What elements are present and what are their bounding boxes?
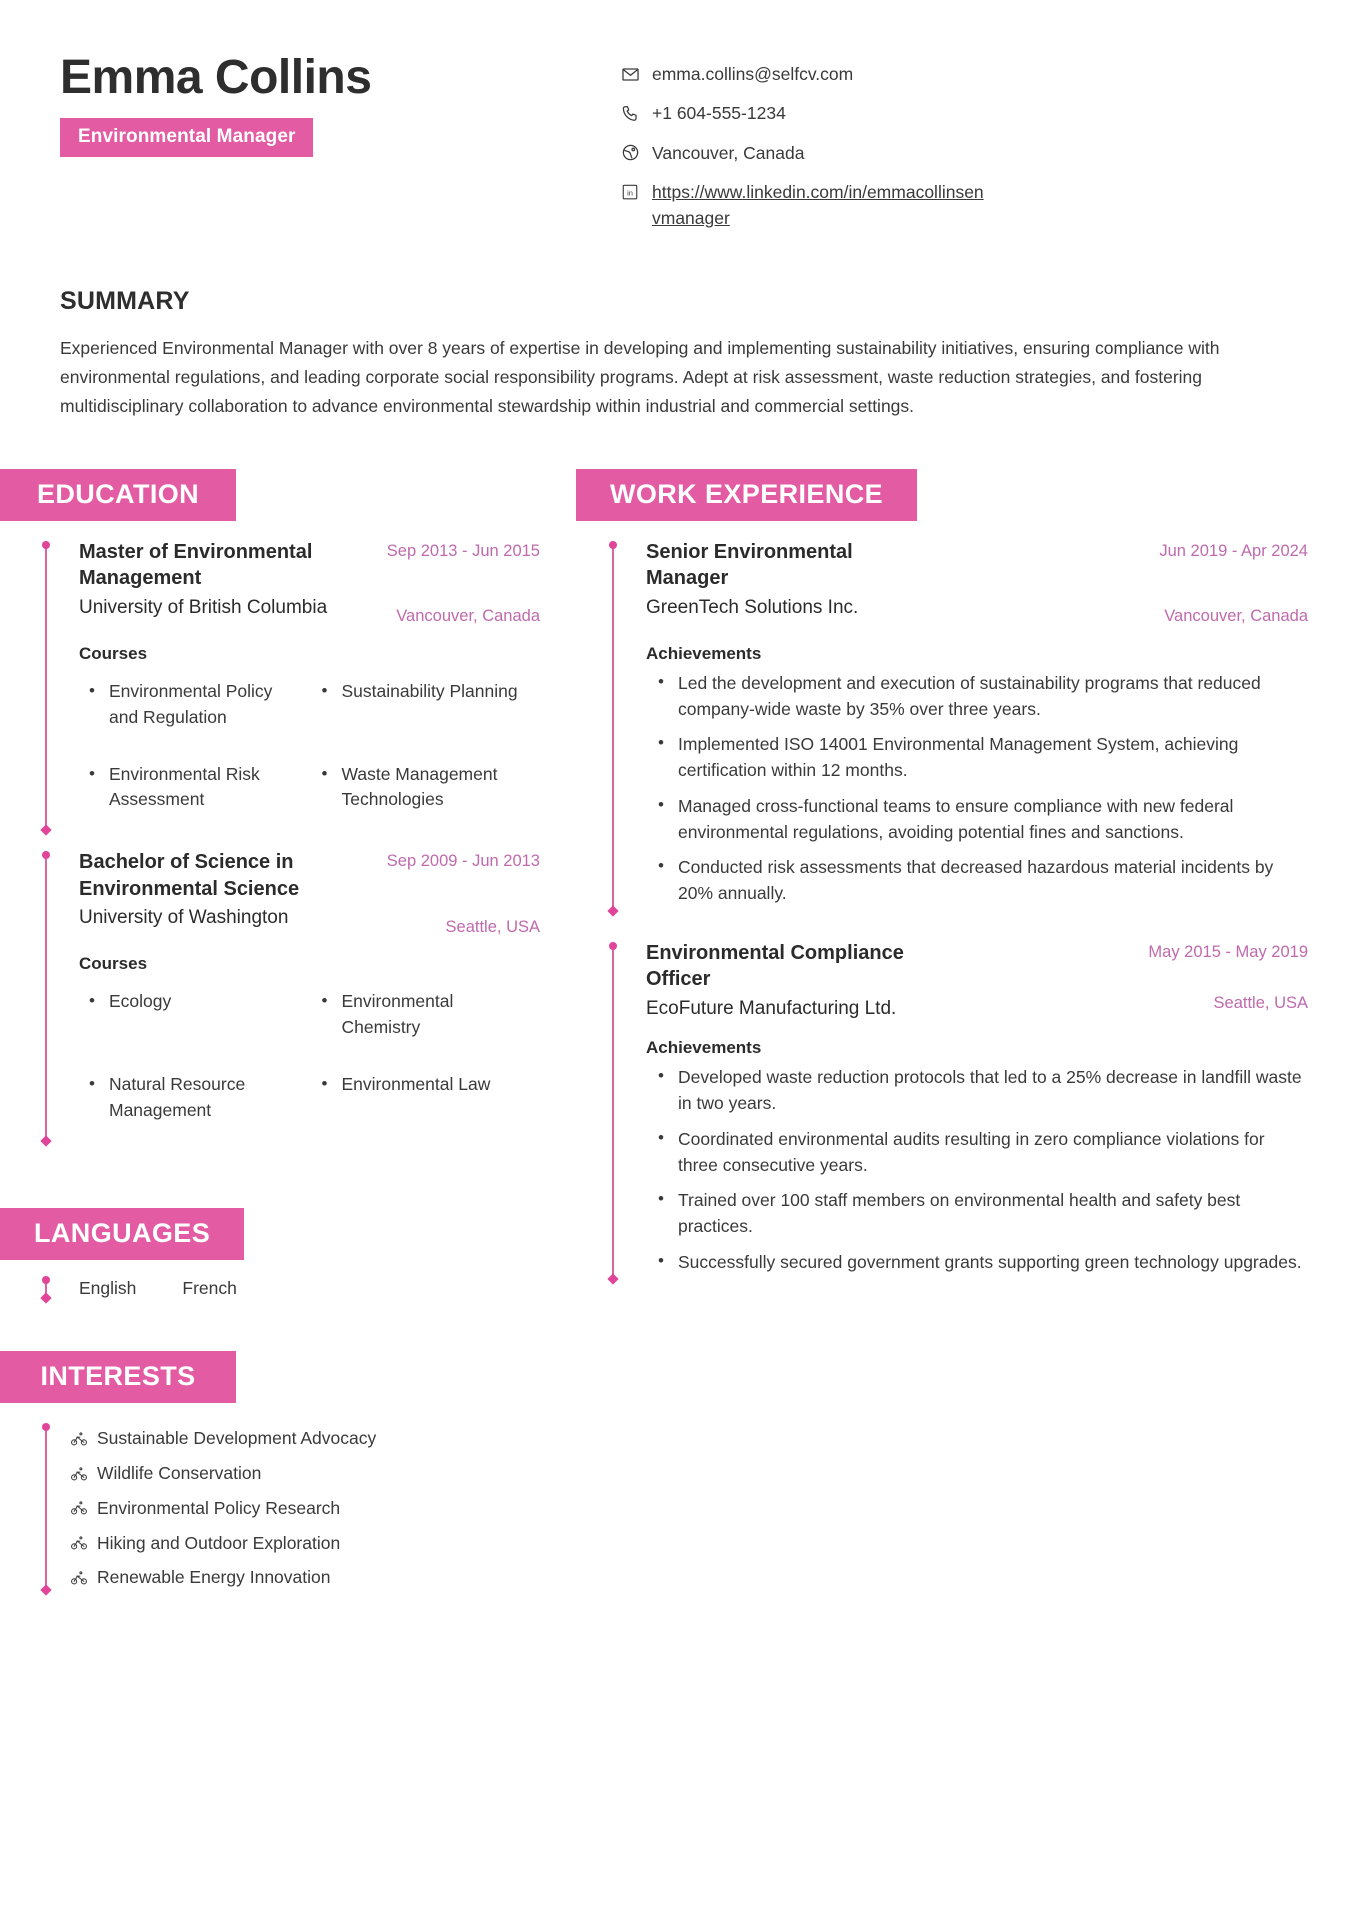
- education-degree: Master of Environmental Management: [79, 540, 313, 590]
- course-item: • Environmental Risk Assessment: [79, 753, 308, 836]
- interests-banner-wrap: [0, 1351, 570, 1403]
- list-item: [69, 1560, 540, 1595]
- timeline-marker: [45, 1280, 47, 1297]
- work-location: Vancouver, Canada: [1164, 607, 1308, 626]
- linkedin-icon: [620, 182, 640, 202]
- courses-label: Courses: [79, 643, 148, 663]
- education-school: University of Washington: [79, 907, 289, 929]
- education-location: Vancouver, Canada: [396, 607, 540, 626]
- course-item: • Ecology: [79, 980, 308, 1063]
- work-role: Environmental Compliance Officer: [646, 941, 904, 991]
- achievements-list: [646, 1064, 1308, 1284]
- course-item: • Natural Resource Management: [79, 1063, 308, 1146]
- list-item: [69, 1421, 540, 1456]
- education-school: University of British Columbia: [79, 596, 328, 618]
- svg-text:in: in: [627, 188, 633, 198]
- contact-phone: [620, 101, 1290, 126]
- content-columns: [0, 421, 1350, 1604]
- achievement-item: • Successfully secured government grants supporting green technology upgrades.: [646, 1249, 1308, 1284]
- timeline-marker: [45, 1427, 47, 1589]
- achievement-item: • Trained over 100 staff members on environmental health and safety best practices.: [646, 1187, 1308, 1249]
- education-dates: Sep 2013 - Jun 2015: [386, 541, 540, 560]
- contact-block: [620, 52, 1290, 231]
- phone-icon: [620, 103, 640, 123]
- achievement-item: • Implemented ISO 14001 Environmental Management System, achieving certification within 12 months.: [646, 731, 1308, 793]
- interests-section: [0, 1351, 570, 1595]
- interests-heading: INTERESTS: [0, 1351, 236, 1403]
- achievements-list: [646, 670, 1308, 916]
- education-dates: Sep 2009 - Jun 2013: [386, 852, 540, 871]
- education-banner-wrap: [0, 469, 570, 521]
- contact-email-text: emma.collins@selfcv.com: [652, 64, 854, 84]
- summary-section: [0, 231, 1350, 421]
- header-identity: [60, 52, 620, 157]
- work-experience-heading: WORK EXPERIENCE: [576, 469, 917, 521]
- bicycle-icon: [69, 1464, 88, 1483]
- interest-label: Renewable Energy Innovation: [97, 1567, 331, 1588]
- envelope-icon: [620, 64, 640, 84]
- education-heading: EDUCATION: [0, 469, 236, 521]
- contact-location-text: Vancouver, Canada: [652, 142, 805, 163]
- achievement-item: • Developed waste reduction protocols that led to a 25% decrease in landfill waste in two years.: [646, 1064, 1308, 1126]
- course-item: • Environmental Law: [312, 1063, 541, 1146]
- contact-location: [620, 141, 1290, 166]
- work-entry: [612, 539, 1350, 916]
- contact-phone-text: +1 604-555-1234: [652, 103, 786, 124]
- education-location: Seattle, USA: [445, 917, 540, 936]
- interest-label: Wildlife Conservation: [97, 1463, 262, 1484]
- achievement-item: • Led the development and execution of sustainability programs that reduced company-wide waste by 35% over three years.: [646, 670, 1308, 732]
- interest-label: Environmental Policy Research: [97, 1497, 341, 1518]
- summary-heading: SUMMARY: [60, 286, 190, 315]
- course-item: • Sustainability Planning: [312, 670, 541, 753]
- timeline-marker: [612, 946, 614, 1278]
- work-location: Seattle, USA: [1213, 994, 1308, 1013]
- languages-section: [0, 1208, 570, 1299]
- achievements-label: Achievements: [646, 1038, 762, 1058]
- achievement-item: • Coordinated environmental audits resulting in zero compliance violations for three consecutive years.: [646, 1126, 1308, 1188]
- work-dates: May 2015 - May 2019: [1148, 942, 1308, 961]
- language-item: French: [182, 1278, 237, 1299]
- contact-linkedin[interactable]: [620, 180, 1290, 231]
- timeline-marker: [45, 855, 47, 1139]
- timeline-marker: [45, 545, 47, 829]
- education-entry: [45, 539, 570, 835]
- interests-list: [63, 1421, 540, 1595]
- bicycle-icon: [69, 1429, 88, 1448]
- courses-label: Courses: [79, 954, 148, 974]
- work-dates: Jun 2019 - Apr 2024: [1159, 541, 1308, 560]
- course-item: • Waste Management Technologies: [312, 753, 541, 836]
- contact-email: [620, 62, 1290, 87]
- globe-icon: [620, 143, 640, 163]
- language-item: English: [79, 1278, 137, 1299]
- bicycle-icon: [69, 1499, 88, 1518]
- course-item: • Environmental Policy and Regulation: [79, 670, 308, 753]
- right-column: [570, 469, 1350, 1292]
- achievement-item: • Managed cross-functional teams to ensure compliance with new federal environmental regulations, avoiding potential fines and sanctions.: [646, 793, 1308, 855]
- achievements-label: Achievements: [646, 643, 762, 663]
- left-column: [0, 469, 570, 1604]
- job-title-badge: Environmental Manager: [60, 118, 313, 157]
- education-entry: [45, 849, 570, 1145]
- page-title: Emma Collins: [60, 51, 372, 104]
- work-experience-banner-wrap: [570, 469, 1350, 521]
- courses-grid: [79, 980, 540, 1146]
- list-item: [69, 1526, 540, 1561]
- interest-label: Hiking and Outdoor Exploration: [97, 1532, 341, 1553]
- resume-header: [0, 0, 1350, 231]
- courses-grid: [79, 670, 540, 836]
- list-item: [69, 1456, 540, 1491]
- timeline-marker: [612, 545, 614, 910]
- bicycle-icon: [69, 1534, 88, 1553]
- languages-heading: LANGUAGES: [0, 1208, 244, 1260]
- languages-banner-wrap: [0, 1208, 570, 1260]
- work-company: GreenTech Solutions Inc.: [646, 596, 859, 618]
- work-role: Senior Environmental Manager: [646, 540, 853, 590]
- work-entry: [612, 940, 1350, 1284]
- bicycle-icon: [69, 1568, 88, 1587]
- work-company: EcoFuture Manufacturing Ltd.: [646, 997, 897, 1019]
- course-item: • Environmental Chemistry: [312, 980, 541, 1063]
- interests-entry: [45, 1421, 570, 1595]
- list-item: [69, 1491, 540, 1526]
- languages-entry: [45, 1278, 570, 1299]
- education-degree: Bachelor of Science in Environmental Science: [79, 851, 300, 900]
- achievement-item: • Conducted risk assessments that decreased hazardous material incidents by 20% annually.: [646, 854, 1308, 916]
- summary-text: Experienced Environmental Manager with over 8 years of expertise in developing and implementing sustainability initiatives, ensuring compliance with environmental regulations, and leading corporate social responsibility programs. Adept at risk assessment, waste reduction strategies, and fostering multidisciplinary collaboration to advance environmental stewardship within industrial and commercial settings.: [60, 337, 1220, 416]
- contact-linkedin-link[interactable]: https://www.linkedin.com/in/emmacollinsenvmanager: [652, 182, 984, 228]
- interest-label: Sustainable Development Advocacy: [97, 1428, 377, 1449]
